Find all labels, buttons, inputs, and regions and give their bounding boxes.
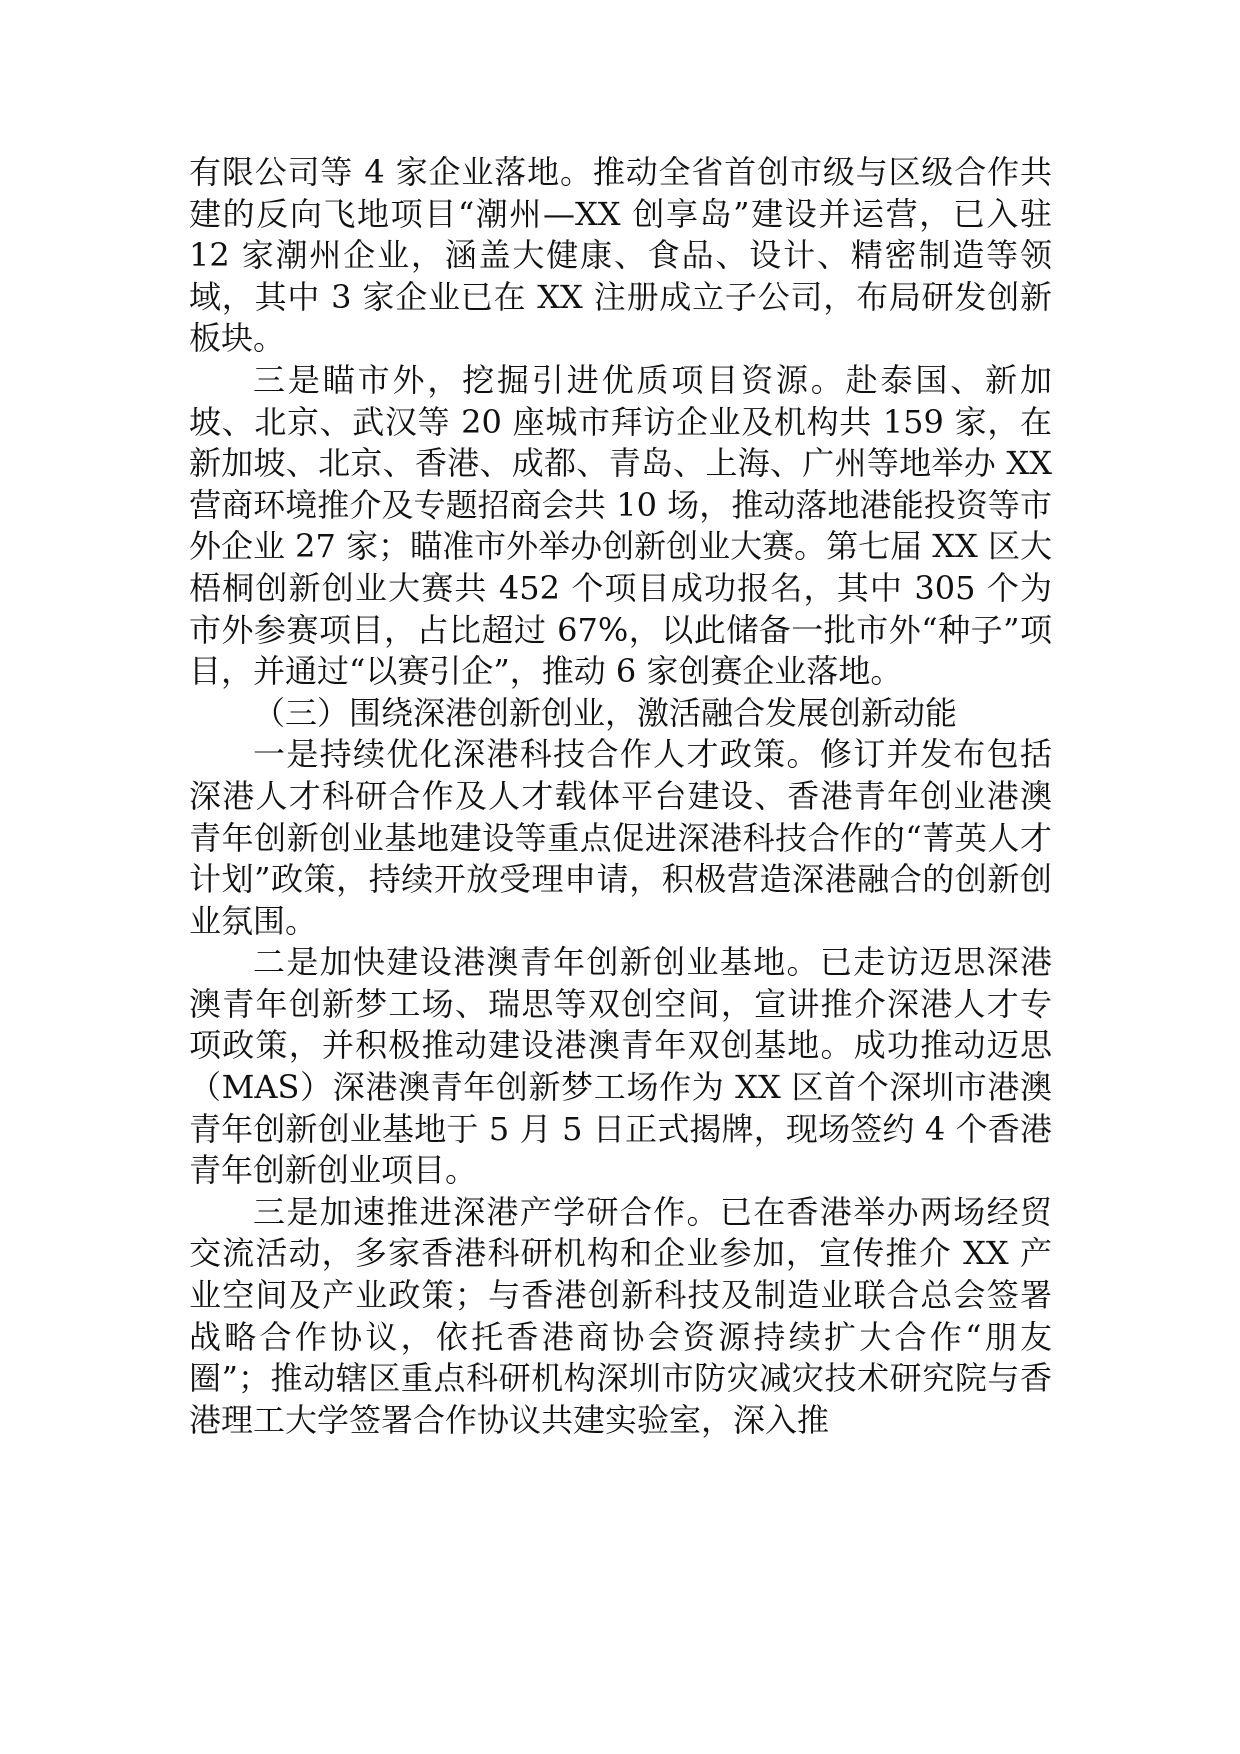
paragraph-point-one-talent-policy: 一是持续优化深港科技合作人才政策。修订并发布包括深港人才科研合作及人才载体平台建设、香港青年创业港澳青年创新创业基地建设等重点促进深港科技合作的“菁英人才计划”政策，持续开放受理申请，积极营造深港融合的创新创业氛围。 <box>189 735 1052 940</box>
paragraph-point-three-research-cooperation: 三是加速推进深港产学研合作。已在香港举办两场经贸交流活动，多家香港科研机构和企业参加，宣传推介 XX 产业空间及产业政策；与香港创新科技及制造业联合总会签署战略合作协议，依托香港商协会资源持续扩大合作“朋友圈”；推动辖区重点科研机构深圳市防灾减灾技术研究院与香港理工大学签署合作协议共建实验室，深入推 <box>189 1192 1052 1439</box>
paragraph-continuation: 有限公司等 4 家企业落地。推动全省首创市级与区级合作共建的反向飞地项目“潮州—XX 创享岛”建设并运营，已入驻 12 家潮州企业，涵盖大健康、食品、设计、精密制造等领域，其中 3 家企业已在 XX 注册成立子公司，布局研发创新板块。 <box>189 153 1052 358</box>
document-body <box>189 152 1052 1441</box>
paragraph-point-three-outside-city: 三是瞄市外，挖掘引进优质项目资源。赴泰国、新加坡、北京、武汉等 20 座城市拜访企业及机构共 159 家，在新加坡、北京、香港、成都、青岛、上海、广州等地举办 XX 营商环境推介及专题招商会共 10 场，推动落地港能投资等市外企业 27 家；瞄准市外举办创新创业大赛。第七届 XX 区大梧桐创新创业大赛共 452 个项目成功报名，其中 305 个为市外参赛项目，占比超过 67%，以此储备一批市外“种子”项目，并通过“以赛引企”，推动 6 家创赛企业落地。 <box>189 360 1052 691</box>
section-heading-three: （三）围绕深港创新创业，激活融合发展创新动能 <box>253 693 958 732</box>
paragraph-point-two-youth-base: 二是加快建设港澳青年创新创业基地。已走访迈思深港澳青年创新梦工场、瑞思等双创空间，宣讲推介深港人才专项政策，并积极推动建设港澳青年双创基地。成功推动迈思（MAS）深港澳青年创新梦工场作为 XX 区首个深圳市港澳青年创新创业基地于 5 月 5 日正式揭牌，现场签约 4 个香港青年创新创业项目。 <box>189 943 1052 1190</box>
